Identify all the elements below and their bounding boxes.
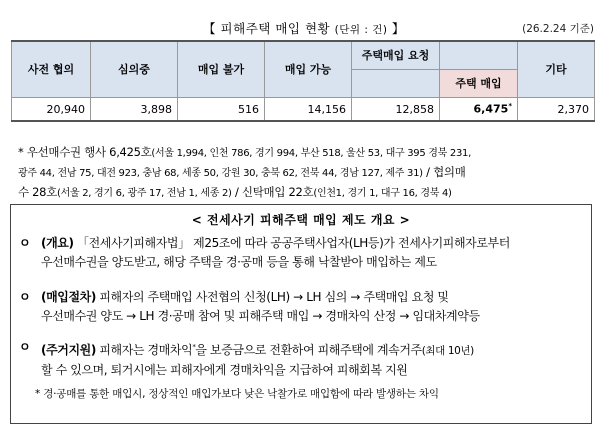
cell-purchase-request: 12,858	[352, 98, 440, 122]
cell-prior-consult: 20,940	[12, 98, 91, 122]
note-line-1	[18, 143, 593, 163]
note-line-2	[18, 163, 593, 183]
cell-purchased	[440, 98, 518, 122]
note-trust-detail: (인천1, 경기 1, 대구 16, 경북 4)	[313, 188, 452, 199]
box-title: < 전세사기 피해주택 매입 제도 개요 >	[191, 213, 411, 227]
note-consult-count: 수 28호	[18, 185, 58, 199]
item-line-2: 우선매수권을 양도받고, 해당 주택을 경·공매 등을 통해 낙찰받아 매입하는 제도	[41, 255, 437, 269]
item-tag: (개요)	[41, 236, 74, 250]
header-other: 기타	[518, 41, 595, 98]
bullet-icon: ㅇ	[19, 236, 31, 250]
title-bracket-open: 【	[203, 21, 217, 36]
overview-item-housing-support	[19, 338, 579, 380]
header-purchase-request: 주택매입 요청	[352, 41, 440, 70]
bullet-icon: ㅇ	[19, 340, 31, 354]
title-bracket-close: 】	[391, 21, 405, 36]
page-title	[0, 19, 608, 37]
note-priority-purchase: * 우선매수권 행사 6,425호	[18, 145, 152, 159]
cell-purchased-value: 6,475	[473, 102, 509, 116]
header-purchased: 주택 매입	[440, 70, 518, 98]
item-text	[41, 234, 579, 253]
note-priority-detail-1: (서울 1,994, 인천 786, 경기 994, 부산 518, 울산 53, 대구 395 경북 231,	[151, 148, 471, 159]
item-mark: *	[192, 343, 196, 351]
item-line-2: 우선매수권 양도 → LH 경·공매 참여 및 피해주택 매입 → 경매차익 산정 → 임대차계약등	[41, 309, 480, 323]
note-trust-purchase: / 신탁매입 22호	[234, 185, 314, 199]
header-prior-consult: 사전 협의	[12, 41, 91, 98]
header-under-review: 심의중	[91, 41, 178, 98]
item-text	[41, 288, 579, 307]
item-tag: (매입절차)	[41, 290, 96, 304]
header-spacer	[440, 41, 518, 70]
item-line-1b: 을 보증금으로 전환하여 피해주택에 계속거주	[195, 343, 422, 357]
item-line-2: 할 수 있으며, 퇴거시에는 피해자에게 경매차익을 지급하여 피해회복 지원	[41, 363, 408, 377]
reference-date: (26.2.24 기준)	[522, 23, 594, 35]
item-text	[41, 338, 579, 361]
cell-purchased-mark: *	[508, 102, 512, 111]
item-line-1: 「전세사기피해자법」 제25조에 따라 공공주택사업자(LH등)가 전세사기피해자로부터	[76, 236, 510, 250]
cell-not-purchasable: 516	[178, 98, 265, 122]
item-line-1: 피해자의 주택매입 사전협의 신청(LH) → LH 심의 → 주택매입 요청 및	[99, 290, 449, 304]
note-consult-purchase: / 협의매	[426, 165, 466, 179]
system-overview-box	[10, 204, 592, 424]
box-footnote: * 경·공매를 통한 매입시, 정상적인 매입가보다 낮은 낙찰가로 매입함에 따라 발생하는 차익	[35, 388, 439, 400]
title-text: 피해주택 매입 현황	[220, 21, 331, 36]
header-request-spacer	[352, 70, 440, 98]
item-line-1a: 피해자는 경매차익	[99, 343, 193, 357]
bullet-icon: ㅇ	[19, 290, 31, 304]
cell-other: 2,370	[518, 98, 595, 122]
note-consult-detail: (서울 2, 경기 6, 광주 17, 전남 1, 세종 2)	[57, 188, 232, 199]
title-unit: (단위 : 건)	[334, 24, 388, 36]
cell-under-review: 3,898	[91, 98, 178, 122]
item-line-1c: (최대 10년)	[421, 345, 474, 357]
purchase-status-table	[11, 40, 595, 122]
overview-item-procedure	[19, 288, 579, 326]
note-priority-detail-2: 광주 44, 전남 75, 대전 923, 충남 68, 세종 50, 강원 30, 충북 62, 전북 44, 경남 127, 제주 31)	[18, 168, 423, 179]
footnote-breakdown	[18, 143, 593, 203]
header-not-purchasable: 매입 불가	[178, 41, 265, 98]
header-purchasable: 매입 가능	[265, 41, 352, 98]
overview-item-summary	[19, 234, 579, 272]
item-tag: (주거지원)	[41, 343, 96, 357]
cell-purchasable: 14,156	[265, 98, 352, 122]
note-line-3	[18, 183, 593, 203]
